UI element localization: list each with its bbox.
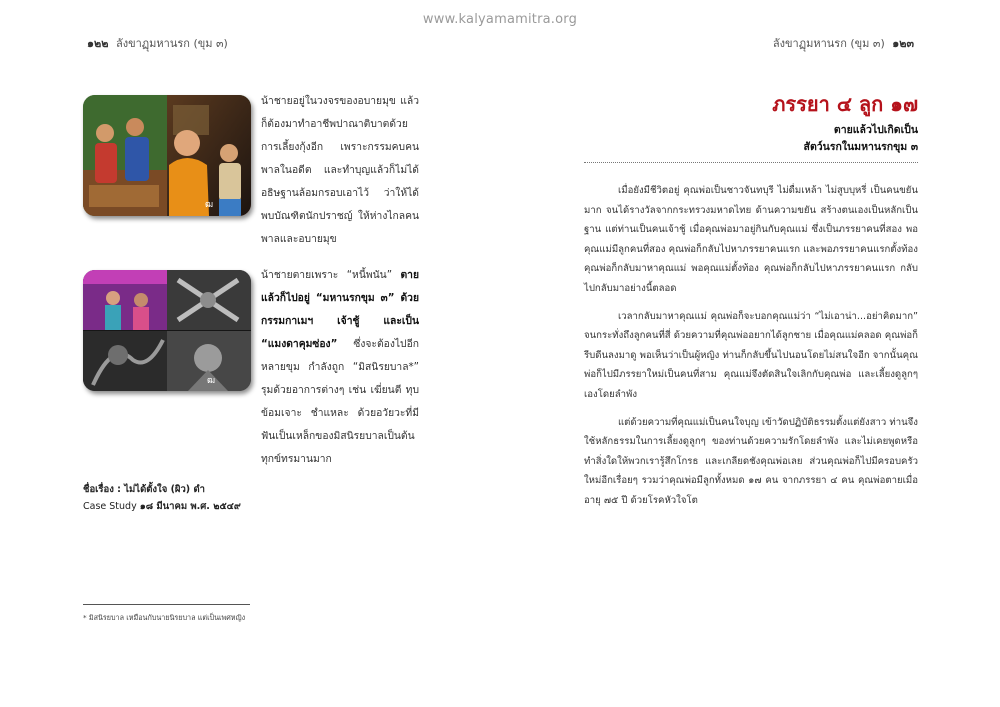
- monk-illustration-image: [83, 95, 251, 216]
- image2-logo: ฒ: [207, 376, 216, 386]
- caption-2-text-1: น้าชายตายเพราะ “หนี้พนัน”: [261, 269, 401, 281]
- image1-logo: ฒ: [205, 200, 214, 210]
- story-subtitle-line-1: ตายแล้วไปเกิดเป็น: [833, 124, 918, 136]
- story-title: ภรรยา ๔ ลูก ๑๗: [772, 92, 918, 116]
- story-paragraph-1: เมื่อยังมีชีวิตอยู่ คุณพ่อเป็นชาวจันทบุรี ไม่ดื่มเหล้า ไม่สูบบุหรี่ เป็นคนขยันมาก จนได้รางวัลจากกระทรวงมหาดไทย ด้านความขยัน สร้างตนเองเป็นหลักเป็นฐาน แต่ท่านเป็นคนเจ้าชู้ เมื่อคุณพ่อมาอยู่กินกับคุณแม่ ซึ่งเป็นภรรยาคนที่สอง พอคุณแม่มีลูกคนที่สอง คุณพ่อก็กลับไปหาภรรยาคนแรก และพอภรรยาคนแรกตั้งท้องคุณพ่อก็กลับมาหาคุณแม่ พอคุณแม่ตั้งท้อง คุณพ่อก็กลับไปหาภรรยาคนแรก กลับไปกลับมาอย่างนี้ตลอด: [584, 185, 918, 294]
- right-page: [500, 0, 1000, 707]
- dotted-divider: [584, 162, 918, 163]
- story-paragraph-3: แต่ด้วยความที่คุณแม่เป็นคนใจบุญ เข้าวัดปฏิบัติธรรมตั้งแต่ยังสาว ท่านจึงใช้หลักธรรมในการเลี้ยงดูลูกๆ ของท่านด้วยความรักโดยลำพัง และไม่เคยพูดหรือทำสิ่งใดให้พวกเรารู้สึกโกรธ และเกลียดชังคุณพ่อเลย ส่วนคุณพ่อก็ไปมีครอบครัวใหม่อีกเรื่อยๆ รวมว่าคุณพ่อมีลูกทั้งหมด ๑๗ คน จากภรรยา ๔ คน คุณพ่อตายเมื่ออายุ ๗๕ ปี ด้วยโรคหัวใจโต: [584, 416, 918, 506]
- hell-punishment-collage-image: [83, 270, 251, 391]
- story-paragraph-2: เวลากลับมาหาคุณแม่ คุณพ่อก็จะบอกคุณแม่ว่า “ไม่เอาน่า...อย่าคิดมาก” จนกระทั่งถึงลูกคนที่สี่ ด้วยความที่คุณพ่ออยากได้ลูกชาย เมื่อคุณแม่คลอด คุณพ่อก็รีบดีนลงมาดู พอเห็นว่าเป็นผู้หญิง ท่านก็กลับขึ้นไปนอนโดยไม่สนใจอีก จากนั้นคุณพ่อก็ไปมีภรรยาใหม่เป็นคนที่สาม คุณแม่จึงตัดสินใจเลิกกับคุณพ่อ และเลี้ยงดูลูกๆ เองโดยลำพัง: [584, 310, 918, 400]
- story-by-label: ชื่อเรื่อง : ไม่ได้ตั้งใจ (ผิว) ดำ: [83, 484, 205, 495]
- footnote-divider: [83, 604, 250, 605]
- story-credit: [83, 481, 241, 515]
- story-subtitle-line-2: สัตว์นรกในมหานรกขุม ๓: [803, 141, 918, 153]
- footnote: * มิสนิรยบาล เหมือนกับนายนิรยบาล แต่เป็นเพศหญิง: [83, 613, 246, 622]
- case-study-prefix: Case Study: [83, 501, 140, 512]
- left-page-number: ๑๒๒: [87, 37, 109, 50]
- left-running-header: [83, 34, 228, 52]
- left-book-title: ลังขาฏุมหานรก (ขุม ๓): [115, 37, 228, 50]
- caption-2: [261, 264, 419, 471]
- caption-1: น้าชายอยู่ในวงจรของอบายมุข แล้วก็ต้องมาทำอาชีพปาณาติบาตด้วยการเลี้ยงกุ้งอีก เพราะกรรมคบคนพาลในอดีต และทำบุญแล้วก็ไม่ได้อธิษฐานล้อมกรอบเอาไว้ ว่าให้ได้พบบัณฑิตนักปราชญ์ ให้ห่างไกลคนพาลและอบายมุข: [261, 95, 419, 245]
- right-running-header: [773, 34, 918, 52]
- site-watermark: www.kalyamamitra.org: [422, 12, 578, 27]
- caption-2-text-2: ซึ่งจะต้องไปอีกหลายขุม กำลังถูก “มิสนิรยบาล*” รุมด้วยอาการต่างๆ เช่น เฆี่ยนตี ทุบข้อมเจาะ ชำแหละ ด้วยอวัยวะที่มีฟันเป็นเหล็กของมิสนิรยบาลเป็นต้น ทุกข์ทรมานมาก: [261, 338, 419, 465]
- right-page-number: ๑๒๓: [892, 37, 914, 50]
- right-book-title: ลังขาฏุมหานรก (ขุม ๓): [772, 37, 885, 50]
- caption-2-bold: ตายแล้วก็ไปอยู่ “มหานรกขุม ๓” ด้วยกรรมกาเมฯ เจ้าชู้ และเป็น “แมงดาคุมซ่อง”: [261, 269, 419, 350]
- case-study-date: ๑๘ มีนาคม พ.ศ. ๒๕๔๙: [139, 501, 241, 512]
- story-subtitle: [804, 122, 918, 156]
- story-body: [584, 181, 918, 519]
